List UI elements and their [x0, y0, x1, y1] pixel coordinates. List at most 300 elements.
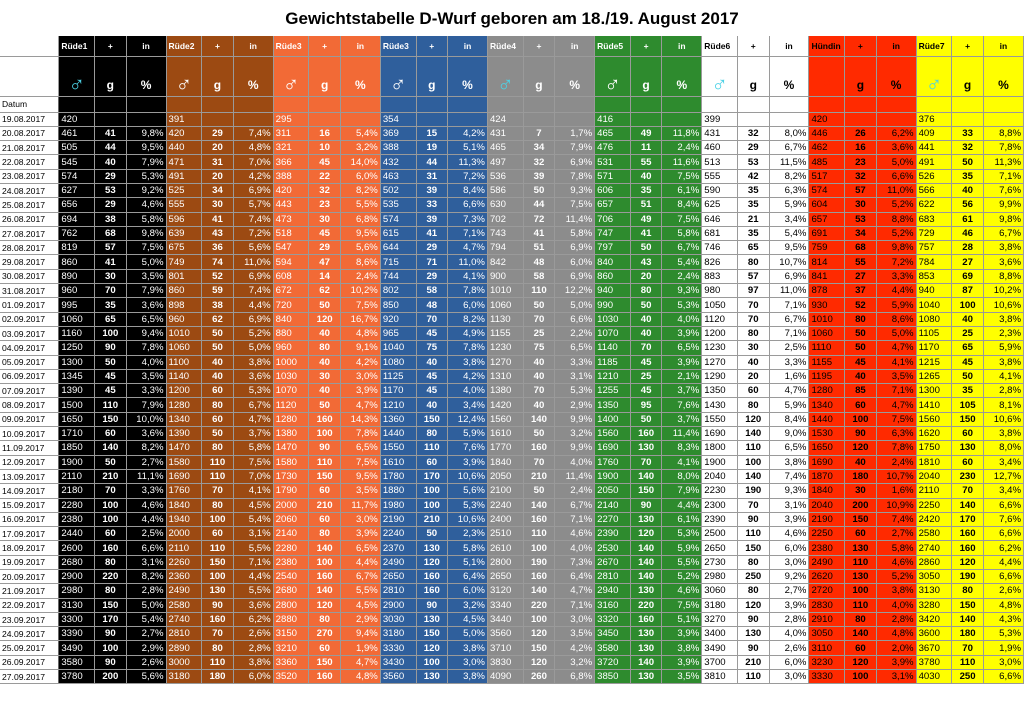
percent-cell: 4,0% [662, 312, 702, 326]
weight-cell: 1560 [487, 412, 523, 426]
gain-cell: 130 [416, 670, 448, 684]
weight-cell: 814 [809, 255, 845, 269]
weight-cell: 2000 [273, 498, 309, 512]
weight-cell: 1155 [809, 355, 845, 369]
gain-cell: 160 [309, 570, 341, 584]
gain-cell: 65 [952, 341, 984, 355]
gain-cell: 40 [416, 398, 448, 412]
gain-cell: 50 [523, 427, 555, 441]
weight-cell: 462 [809, 141, 845, 155]
gain-cell: 130 [416, 541, 448, 555]
gain-cell: 110 [845, 598, 877, 612]
weight-cell: 746 [702, 241, 738, 255]
puppy-name: Rüde7 [916, 36, 952, 56]
gain-cell: 57 [738, 269, 770, 283]
percent-cell: 7,5% [876, 412, 916, 426]
date-cell: 23.08.2017 [0, 169, 59, 183]
date-cell: 22.09.2017 [0, 598, 59, 612]
date-cell: 30.08.2017 [0, 269, 59, 283]
sex-cell [166, 56, 202, 96]
gain-cell: 75 [523, 341, 555, 355]
gain-cell: 100 [416, 484, 448, 498]
percent-cell: 8,4% [662, 198, 702, 212]
gain-cell: 41 [630, 226, 662, 240]
header-spacer [202, 96, 234, 112]
percent-cell: 1,6% [876, 484, 916, 498]
percent-cell: 2,4% [340, 269, 380, 283]
percent-cell: 9,5% [769, 241, 809, 255]
gain-cell: 45 [630, 355, 662, 369]
gain-cell: 30 [309, 212, 341, 226]
weight-cell: 2140 [273, 527, 309, 541]
col-label-in: in [876, 36, 916, 56]
percent-cell: 4,7% [340, 398, 380, 412]
percent-cell: 3,8% [233, 655, 273, 669]
gain-cell: 60 [845, 527, 877, 541]
sex-cell [595, 56, 631, 96]
weight-cell: 1550 [702, 412, 738, 426]
percent-cell: 4,9% [448, 326, 488, 340]
weight-cell: 4090 [487, 670, 523, 684]
percent-cell: 6,6% [448, 198, 488, 212]
gain-cell: 160 [952, 527, 984, 541]
gain-cell: 120 [309, 598, 341, 612]
date-cell: 19.08.2017 [0, 112, 59, 126]
percent-cell: 7,5% [555, 198, 595, 212]
col-label-plus: + [845, 36, 877, 56]
weight-cell: 1880 [380, 484, 416, 498]
gain-cell: 150 [309, 469, 341, 483]
percent-cell: 6,0% [769, 655, 809, 669]
weight-cell: 1390 [59, 384, 95, 398]
table-row [0, 284, 1024, 298]
percent-cell: 6,7% [233, 398, 273, 412]
percent-cell: 3,8% [876, 584, 916, 598]
weight-cell: 2910 [809, 612, 845, 626]
weight-cell: 536 [487, 169, 523, 183]
gain-cell: 160 [523, 570, 555, 584]
gain-cell: 40 [523, 369, 555, 383]
gain-cell: 40 [630, 169, 662, 183]
gain-cell: 90 [309, 441, 341, 455]
weight-cell: 1780 [380, 469, 416, 483]
gain-cell: 100 [416, 498, 448, 512]
weight-cell: 1010 [166, 326, 202, 340]
weight-cell: 801 [166, 269, 202, 283]
percent-cell: 5,3% [983, 627, 1023, 641]
percent-cell: 3,9% [340, 527, 380, 541]
col-label-g: g [845, 56, 877, 96]
weight-cell: 1280 [166, 398, 202, 412]
percent-cell: 7,4% [769, 469, 809, 483]
gain-cell: 150 [845, 512, 877, 526]
gain-cell: 39 [523, 169, 555, 183]
gain-cell: 29 [309, 241, 341, 255]
weight-cell: 3490 [702, 641, 738, 655]
gain-cell: 35 [630, 183, 662, 197]
weight-cell: 1760 [595, 455, 631, 469]
percent-cell: 5,3% [662, 298, 702, 312]
date-cell: 11.09.2017 [0, 441, 59, 455]
col-label-pct: % [555, 56, 595, 96]
male-symbol-icon: ♂ [711, 71, 728, 96]
gain-cell: 210 [309, 498, 341, 512]
weight-cell: 1155 [487, 326, 523, 340]
gain-cell: 110 [95, 398, 127, 412]
percent-cell: 8,1% [983, 398, 1023, 412]
gain-cell: 70 [523, 384, 555, 398]
gain-cell: 50 [952, 155, 984, 169]
percent-cell: 6,9% [233, 183, 273, 197]
gain-cell: 220 [523, 598, 555, 612]
col-label-in: in [126, 36, 166, 56]
weight-cell: 2300 [702, 498, 738, 512]
percent-cell: 6,7% [769, 141, 809, 155]
gain-cell: 180 [952, 627, 984, 641]
gain-cell: 20 [202, 169, 234, 183]
weight-cell: 517 [809, 169, 845, 183]
weight-cell: 1550 [380, 441, 416, 455]
gain-cell: 47 [309, 255, 341, 269]
percent-cell: 5,0% [448, 627, 488, 641]
percent-cell: 3,9% [448, 455, 488, 469]
date-cell: 20.09.2017 [0, 570, 59, 584]
gain-cell: 40 [523, 355, 555, 369]
weight-cell: 794 [487, 241, 523, 255]
percent-cell: 5,8% [448, 541, 488, 555]
percent-cell: 3,0% [769, 670, 809, 684]
percent-cell: 5,6% [340, 241, 380, 255]
gain-cell: 21 [738, 212, 770, 226]
gain-cell: 50 [845, 341, 877, 355]
gain-cell: 160 [309, 670, 341, 684]
date-cell: 27.09.2017 [0, 670, 59, 684]
percent-cell [876, 112, 916, 126]
percent-cell: 5,9% [983, 341, 1023, 355]
percent-cell: 5,4% [769, 226, 809, 240]
percent-cell: 3,3% [126, 484, 166, 498]
gain-cell [523, 112, 555, 126]
percent-cell: 7,5% [340, 298, 380, 312]
weight-cell: 535 [380, 198, 416, 212]
gain-cell: 45 [845, 355, 877, 369]
gain-cell: 50 [202, 427, 234, 441]
percent-cell: 2,2% [555, 326, 595, 340]
percent-cell: 6,1% [662, 183, 702, 197]
weight-cell: 2720 [809, 584, 845, 598]
gain-cell: 41 [523, 226, 555, 240]
weight-cell: 960 [273, 341, 309, 355]
col-label-g: g [202, 56, 234, 96]
table-row [0, 570, 1024, 584]
gain-cell: 10 [309, 141, 341, 155]
percent-cell: 5,9% [769, 198, 809, 212]
percent-cell: 3,0% [340, 512, 380, 526]
weight-cell: 1140 [166, 369, 202, 383]
percent-cell: 4,7% [340, 655, 380, 669]
gain-cell: 34 [523, 141, 555, 155]
date-cell: 26.09.2017 [0, 655, 59, 669]
weight-cell: 940 [916, 284, 952, 298]
weight-cell: 1340 [809, 398, 845, 412]
percent-cell: 4,2% [448, 126, 488, 140]
gain-cell: 110 [416, 441, 448, 455]
percent-cell: 8,8% [983, 126, 1023, 140]
percent-cell: 4,2% [448, 369, 488, 383]
gain-cell: 110 [952, 655, 984, 669]
percent-cell: 6,5% [126, 312, 166, 326]
table-row [0, 412, 1024, 426]
percent-cell: 4,4% [876, 284, 916, 298]
gain-cell: 100 [95, 498, 127, 512]
gain-cell: 150 [630, 484, 662, 498]
percent-cell: 3,5% [126, 269, 166, 283]
percent-cell: 4,2% [555, 641, 595, 655]
percent-cell: 4,1% [662, 455, 702, 469]
gain-cell: 37 [845, 284, 877, 298]
weight-cell: 878 [809, 284, 845, 298]
percent-cell: 5,0% [555, 298, 595, 312]
weight-cell: 1270 [487, 355, 523, 369]
weight-cell: 3030 [380, 612, 416, 626]
male-symbol-icon: ♂ [497, 71, 514, 96]
date-cell: 29.08.2017 [0, 255, 59, 269]
percent-cell: 2,1% [662, 369, 702, 383]
gain-cell: 50 [630, 412, 662, 426]
percent-cell: 5,0% [126, 598, 166, 612]
percent-cell: 6,0% [448, 298, 488, 312]
percent-cell: 8,4% [448, 183, 488, 197]
percent-cell [662, 112, 702, 126]
weight-cell: 2050 [595, 484, 631, 498]
weight-cell: 759 [809, 241, 845, 255]
percent-cell: 4,6% [126, 198, 166, 212]
table-row [0, 541, 1024, 555]
header-spacer [487, 96, 523, 112]
gain-cell: 120 [630, 527, 662, 541]
gain-cell: 140 [630, 469, 662, 483]
percent-cell: 3,4% [983, 455, 1023, 469]
weight-cell: 1360 [380, 412, 416, 426]
percent-cell: 3,7% [662, 384, 702, 398]
col-label-pct: % [233, 56, 273, 96]
weight-cell: 1210 [595, 369, 631, 383]
weight-cell: 656 [59, 198, 95, 212]
weight-cell: 604 [809, 198, 845, 212]
weight-cell: 1060 [59, 312, 95, 326]
percent-cell: 3,9% [876, 655, 916, 669]
percent-cell: 6,8% [340, 212, 380, 226]
weight-cell: 2580 [916, 527, 952, 541]
header-spacer [309, 96, 341, 112]
percent-cell [448, 112, 488, 126]
percent-cell: 6,7% [555, 498, 595, 512]
weight-cell: 2040 [702, 469, 738, 483]
table-row [0, 112, 1024, 126]
table-row [0, 627, 1024, 641]
percent-cell: 4,7% [233, 412, 273, 426]
gain-cell: 50 [202, 326, 234, 340]
gain-cell: 210 [416, 512, 448, 526]
gain-cell: 110 [523, 527, 555, 541]
puppy-name: Rüde6 [702, 36, 738, 56]
gain-cell: 16 [309, 126, 341, 140]
gain-cell: 50 [523, 298, 555, 312]
weight-cell: 1250 [59, 341, 95, 355]
gain-cell [738, 112, 770, 126]
col-label-pct: % [769, 56, 809, 96]
weight-cell: 2440 [59, 527, 95, 541]
gain-cell: 29 [95, 169, 127, 183]
gain-cell: 160 [523, 512, 555, 526]
weight-cell: 2190 [809, 512, 845, 526]
percent-cell: 3,2% [555, 427, 595, 441]
weight-cell: 388 [380, 141, 416, 155]
male-symbol-icon: ♂ [282, 71, 300, 96]
gain-cell: 48 [416, 298, 448, 312]
gain-cell: 130 [416, 612, 448, 626]
weight-cell: 1500 [59, 398, 95, 412]
weight-cell: 1215 [916, 355, 952, 369]
gain-cell: 120 [845, 441, 877, 455]
gain-cell: 90 [416, 598, 448, 612]
gain-cell: 100 [95, 641, 127, 655]
weight-cell: 432 [380, 155, 416, 169]
weight-cell: 1105 [916, 326, 952, 340]
percent-cell: 7,5% [340, 455, 380, 469]
gain-cell: 160 [309, 412, 341, 426]
percent-cell: 5,8% [662, 226, 702, 240]
weight-cell: 2240 [487, 498, 523, 512]
weight-cell: 1120 [702, 312, 738, 326]
weight-cell: 2650 [702, 541, 738, 555]
percent-cell: 7,3% [448, 212, 488, 226]
percent-cell: 6,4% [448, 570, 488, 584]
percent-cell: 2,8% [876, 612, 916, 626]
gain-cell: 140 [309, 541, 341, 555]
header-spacer [845, 96, 877, 112]
gain-cell: 130 [738, 627, 770, 641]
weight-cell: 3230 [809, 655, 845, 669]
weight-cell: 762 [59, 226, 95, 240]
weight-cell: 502 [380, 183, 416, 197]
percent-cell: 3,1% [233, 527, 273, 541]
gain-cell: 110 [738, 441, 770, 455]
percent-cell: 4,2% [340, 355, 380, 369]
weight-cell: 853 [916, 269, 952, 283]
percent-cell: 7,8% [876, 441, 916, 455]
gain-cell: 140 [630, 555, 662, 569]
gain-cell: 40 [738, 355, 770, 369]
percent-cell: 5,9% [662, 541, 702, 555]
gain-cell [309, 112, 341, 126]
gain-cell: 210 [738, 655, 770, 669]
percent-cell: 7,1% [555, 512, 595, 526]
col-label-g: g [309, 56, 341, 96]
puppy-name: Rüde3 [273, 36, 309, 56]
table-row [0, 527, 1024, 541]
gain-cell: 70 [738, 312, 770, 326]
col-label-g: g [523, 56, 555, 96]
corner-cell [0, 56, 59, 96]
weight-cell: 2420 [916, 512, 952, 526]
weight-cell: 443 [273, 198, 309, 212]
weight-cell: 706 [595, 212, 631, 226]
percent-cell: 4,8% [233, 141, 273, 155]
percent-cell: 2,4% [662, 269, 702, 283]
weight-cell: 3580 [595, 641, 631, 655]
weight-cell: 1750 [916, 441, 952, 455]
table-row [0, 198, 1024, 212]
weight-cell: 594 [273, 255, 309, 269]
weight-cell: 2500 [702, 527, 738, 541]
percent-cell: 3,1% [876, 670, 916, 684]
gain-cell: 68 [845, 241, 877, 255]
gain-cell: 80 [202, 398, 234, 412]
col-label-plus: + [952, 36, 984, 56]
weight-cell: 3180 [380, 627, 416, 641]
weight-cell: 391 [166, 112, 202, 126]
weight-cell: 2680 [273, 584, 309, 598]
weight-cell: 1650 [809, 441, 845, 455]
weight-cell: 1440 [809, 412, 845, 426]
weight-cell: 819 [59, 241, 95, 255]
percent-cell: 8,8% [983, 269, 1023, 283]
gain-cell: 50 [309, 298, 341, 312]
percent-cell: 2,8% [126, 584, 166, 598]
gain-cell: 50 [630, 241, 662, 255]
gain-cell: 30 [309, 369, 341, 383]
date-cell: 16.09.2017 [0, 512, 59, 526]
weight-cell: 1900 [59, 455, 95, 469]
date-cell: 19.09.2017 [0, 555, 59, 569]
corner-cell [0, 36, 59, 56]
gain-cell: 62 [309, 284, 341, 298]
gain-cell: 50 [95, 355, 127, 369]
weight-cell: 2280 [273, 541, 309, 555]
percent-cell: 7,2% [876, 255, 916, 269]
weight-cell: 3780 [59, 670, 95, 684]
percent-cell: 11,6% [662, 155, 702, 169]
percent-cell: 4,0% [876, 598, 916, 612]
table-row [0, 512, 1024, 526]
gain-cell: 57 [845, 183, 877, 197]
col-label-plus: + [95, 36, 127, 56]
gain-cell: 150 [416, 412, 448, 426]
weight-cell: 1270 [702, 355, 738, 369]
puppy-name: Rüde5 [595, 36, 631, 56]
percent-cell: 3,6% [233, 598, 273, 612]
gain-cell: 71 [416, 255, 448, 269]
percent-cell: 3,1% [769, 498, 809, 512]
percent-cell: 4,0% [448, 384, 488, 398]
date-cell: 25.09.2017 [0, 641, 59, 655]
percent-cell: 6,6% [876, 169, 916, 183]
weight-cell: 441 [916, 141, 952, 155]
header-spacer [523, 96, 555, 112]
percent-cell: 7,1% [769, 326, 809, 340]
percent-cell: 1,9% [340, 641, 380, 655]
weight-cell: 295 [273, 112, 309, 126]
percent-cell: 10,9% [876, 498, 916, 512]
percent-cell: 12,7% [983, 469, 1023, 483]
percent-cell [769, 112, 809, 126]
percent-cell: 4,5% [233, 498, 273, 512]
percent-cell: 9,9% [555, 441, 595, 455]
gain-cell: 70 [202, 484, 234, 498]
weight-cell: 424 [487, 112, 523, 126]
col-label-in: in [233, 36, 273, 56]
